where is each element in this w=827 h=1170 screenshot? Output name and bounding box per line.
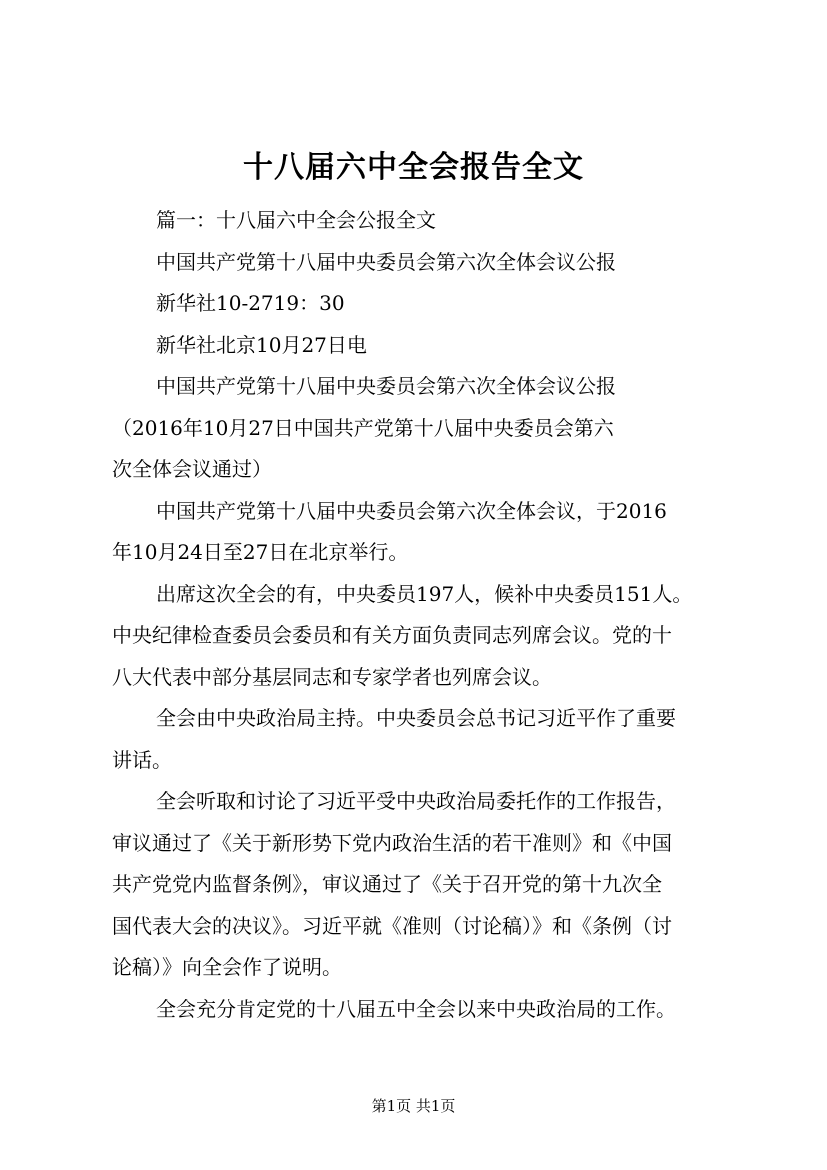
text-line: 论稿）》向全会作了说明。 [112,955,342,979]
text-line: 全会充分肯定党的十八届五中全会以来中央政治局的工作。 [156,996,676,1021]
text-line: 新华社10-2719：30 [156,291,345,315]
page-footer: 第1页 共1页 [371,1097,456,1115]
text-line: 新华社北京10月27日电 [156,332,367,357]
text-line: 中国共产党第十八届中央委员会第六次全体会议公报 [156,374,616,398]
text-line: 次全体会议通过） [112,457,272,481]
text-line: 出席这次全会的有，中央委员197人，候补中央委员151人。 [156,581,693,606]
text-line: 中国共产党第十八届中央委员会第六次全体会议，于2016 [156,498,667,523]
text-line: 篇一：十八届六中全会公报全文 [156,208,436,232]
text-line: 年10月24日至27日在北京举行。 [112,540,409,564]
text-line: 审议通过了《关于新形势下党内政治生活的若干准则》和《中国 [112,830,672,855]
text-line: 讲话。 [112,747,172,772]
document-body [112,200,740,1030]
text-line: 全会由中央政治局主持。中央委员会总书记习近平作了重要 [156,706,676,730]
text-line: 国代表大会的决议》。习近平就《准则（讨论稿）》和《条例（讨 [112,913,672,938]
document-title: 十八届六中全会报告全文 [243,150,584,185]
text-line: 全会听取和讨论了习近平受中央政治局委托作的工作报告， [156,789,676,813]
text-line: 中国共产党第十八届中央委员会第六次全体会议公报 [156,249,616,274]
text-line: （2016年10月27日中国共产党第十八届中央委员会第六 [112,415,614,440]
text-line: 八大代表中部分基层同志和专家学者也列席会议。 [112,664,552,689]
text-line: 中央纪律检查委员会委员和有关方面负责同志列席会议。党的十 [112,623,672,647]
text-line: 共产党党内监督条例》，审议通过了《关于召开党的第十九次全 [112,872,662,896]
